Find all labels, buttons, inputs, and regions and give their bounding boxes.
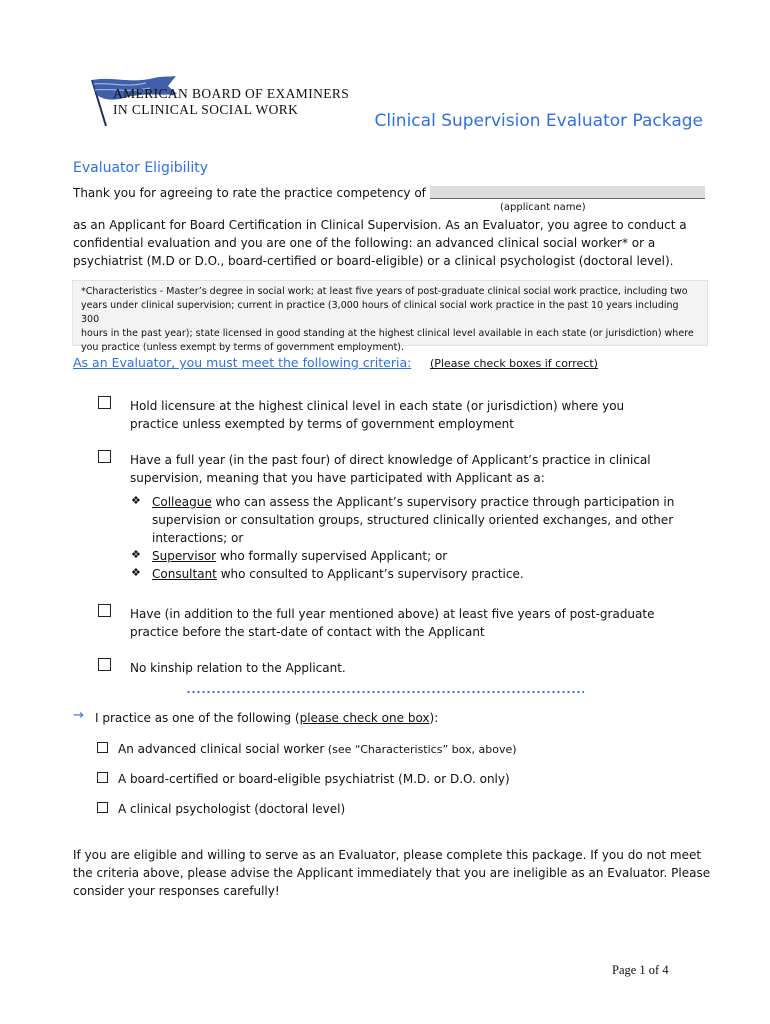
closing-line: consider your responses carefully!	[73, 884, 280, 898]
criterion-line: Have (in addition to the full year mentioned above) at least five years of post-graduate	[130, 607, 655, 621]
role-supervisor	[152, 547, 447, 565]
eligibility-para-line: as an Applicant for Board Certification in Clinical Supervision. As an Evaluator, you agree to conduct a	[73, 218, 687, 232]
characteristics-line: *Characteristics - Master’s degree in social work; at least five years of post-graduate clinical social work practice, including two	[81, 286, 688, 297]
intro-prefix: Thank you for agreeing to rate the practice competency of	[73, 186, 426, 200]
criteria-heading-colon: :	[407, 355, 412, 370]
diamond-bullet-icon: ❖	[131, 548, 141, 561]
role-desc-line: interactions; or	[152, 531, 244, 545]
arrow-right-icon: →	[73, 708, 84, 723]
criterion-no-kinship-checkbox[interactable]	[98, 658, 111, 671]
role-desc: who can assess the Applicant’s supervisory practice through participation in	[211, 495, 675, 509]
criterion-licensure-text	[130, 397, 624, 433]
dotted-divider	[186, 690, 584, 694]
practice-option-social-worker	[118, 740, 517, 759]
practice-option-psychiatrist: A board-certified or board-eligible psychiatrist (M.D. or D.O. only)	[118, 772, 510, 786]
criterion-full-year-checkbox[interactable]	[98, 450, 111, 463]
eligibility-paragraph	[73, 216, 687, 270]
practice-suffix: ):	[429, 711, 439, 725]
closing-paragraph	[73, 846, 710, 900]
org-name-line2: IN CLINICAL SOCIAL WORK	[113, 102, 299, 117]
closing-line: If you are eligible and willing to serve as an Evaluator, please complete this package. If you do not meet	[73, 848, 702, 862]
practice-psychiatrist-checkbox[interactable]	[97, 772, 108, 783]
role-consultant	[152, 565, 524, 583]
practice-option-note: (see “Characteristics” box, above)	[324, 743, 517, 756]
characteristics-line: hours in the past year); state licensed in good standing at the highest clinical level available in each state (or jurisdiction) where	[81, 328, 694, 339]
role-term-colleague: Colleague	[152, 495, 212, 509]
role-desc-line: supervision or consultation groups, structured clinically oriented exchanges, and other	[152, 513, 674, 527]
criteria-heading-text: As an Evaluator, you must meet the following criteria	[73, 355, 408, 370]
role-desc: who consulted to Applicant’s supervisory practice.	[216, 567, 524, 581]
page-number: Page 1 of 4	[612, 963, 669, 977]
practice-option-label: An advanced clinical social worker	[118, 742, 325, 756]
practice-instruction: please check one box	[299, 711, 430, 725]
criteria-heading	[73, 355, 411, 370]
characteristics-line: you practice (unless exempt by terms of government employment).	[81, 342, 405, 353]
org-name-line1: AMERICAN BOARD OF EXAMINERS	[113, 86, 350, 101]
criterion-line: Have a full year (in the past four) of direct knowledge of Applicant’s practice in clinical	[130, 453, 651, 467]
applicant-name-field[interactable]	[430, 186, 705, 199]
practice-social-worker-checkbox[interactable]	[97, 742, 108, 753]
criterion-line: practice before the start-date of contact with the Applicant	[130, 625, 485, 639]
criterion-five-years-checkbox[interactable]	[98, 604, 111, 617]
criteria-note: (Please check boxes if correct)	[430, 357, 598, 370]
closing-line: the criteria above, please advise the Applicant immediately that you are ineligible as an Evaluator. Please	[73, 866, 711, 880]
diamond-bullet-icon: ❖	[131, 494, 141, 507]
criterion-five-years-text	[130, 605, 654, 641]
characteristics-line: years under clinical supervision; current in practice (3,000 hours of clinical social work practice in the past 10 years including 300	[81, 300, 679, 325]
intro-line	[73, 184, 705, 202]
eligibility-para-line: psychiatrist (M.D or D.O., board-certified or board-eligible) or a clinical psychologist (doctoral level).	[73, 254, 674, 268]
eligibility-para-line: confidential evaluation and you are one of the following: an advanced clinical social worker* or a	[73, 236, 656, 250]
criterion-full-year-text	[130, 451, 651, 487]
role-desc: who formally supervised Applicant; or	[216, 549, 448, 563]
practice-option-psychologist: A clinical psychologist (doctoral level)	[118, 802, 346, 816]
role-term-consultant: Consultant	[152, 567, 217, 581]
criterion-line: Hold licensure at the highest clinical level in each state (or jurisdiction) where you	[130, 399, 625, 413]
section-title-eligibility: Evaluator Eligibility	[73, 160, 209, 176]
criterion-licensure-checkbox[interactable]	[98, 396, 111, 409]
criterion-line: practice unless exempted by terms of government employment	[130, 417, 514, 431]
role-colleague	[152, 493, 674, 547]
characteristics-box	[72, 280, 708, 353]
practice-prefix: I practice as one of the following (	[95, 711, 300, 725]
applicant-name-caption: (applicant name)	[500, 202, 586, 213]
criterion-no-kinship-text: No kinship relation to the Applicant.	[130, 661, 346, 675]
diamond-bullet-icon: ❖	[131, 566, 141, 579]
package-title: Clinical Supervision Evaluator Package	[374, 111, 703, 131]
practice-psychologist-checkbox[interactable]	[97, 802, 108, 813]
practice-prompt	[95, 709, 438, 727]
role-term-supervisor: Supervisor	[152, 549, 217, 563]
criterion-line: supervision, meaning that you have participated with Applicant as a:	[130, 471, 545, 485]
